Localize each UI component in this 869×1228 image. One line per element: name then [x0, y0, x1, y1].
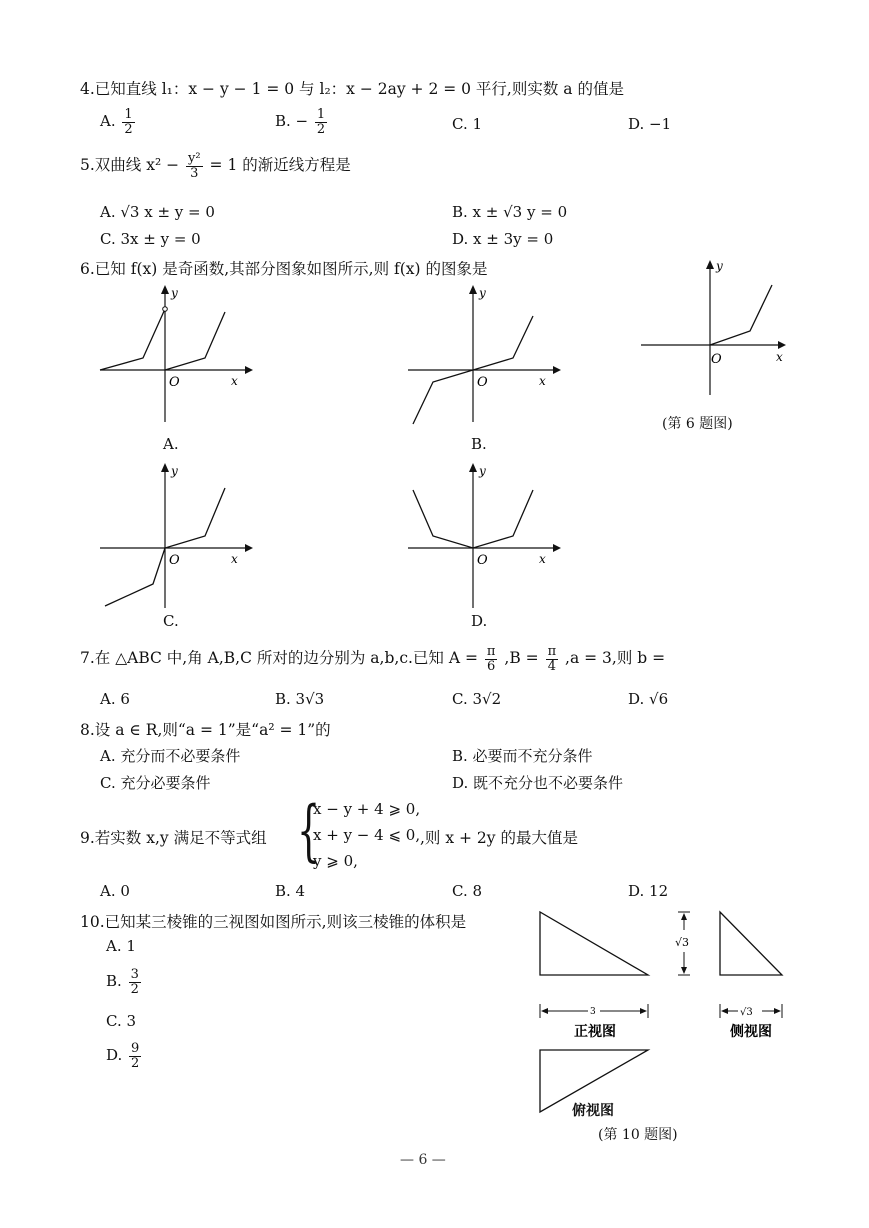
q6-label-a: A.	[163, 435, 179, 453]
svg-text:y: y	[171, 464, 178, 478]
q10-option-a: A. 1	[106, 937, 136, 955]
q9-line1: x − y + 4 ⩾ 0,	[313, 800, 421, 818]
q4-option-c: C. 1	[452, 115, 483, 133]
front-view-triangle	[540, 912, 648, 975]
q4-b-frac: $\frac{1}{2}$	[316, 107, 326, 137]
svg-text:O: O	[169, 375, 180, 390]
svg-text:3: 3	[590, 1007, 596, 1017]
q4-stem: 4.已知直线 l₁：x − y − 1 = 0 与 l₂：x − 2ay + 2 = 0 平行,则实数 a 的值是	[80, 80, 624, 98]
q6-reference-graph	[638, 255, 793, 400]
q5-option-c: C. 3x ± y = 0	[100, 230, 201, 248]
q6-graph-a	[95, 282, 255, 427]
q7-option-b: B. 3√3	[275, 690, 325, 708]
q10-option-b: B. $\frac{3}{2}$	[106, 967, 139, 997]
q4-option-d: D. −1	[628, 115, 672, 133]
q10-caption: (第 10 题图)	[598, 1127, 678, 1143]
svg-text:y: y	[171, 286, 178, 300]
q10-d-frac: $\frac{9}{2}$	[131, 1041, 140, 1071]
q10-three-views	[530, 900, 795, 1120]
q5-option-a: A. √3 x ± y = 0	[100, 203, 215, 221]
q9-stem-post: ,则 x + 2y 的最大值是	[420, 829, 578, 847]
side-view-triangle	[720, 912, 782, 975]
q9-option-a: A. 0	[100, 882, 130, 900]
svg-text:O: O	[169, 553, 180, 568]
svg-text:侧视图: 侧视图	[730, 1024, 772, 1040]
q8-option-d: D. 既不充分也不必要条件	[452, 774, 624, 792]
svg-text:O: O	[477, 375, 488, 390]
q4-a-frac: $\frac{1}{2}$	[124, 107, 133, 137]
q8-option-b: B. 必要而不充分条件	[452, 747, 593, 765]
svg-text:x: x	[539, 374, 546, 388]
q5-option-b: B. x ± √3 y = 0	[452, 203, 568, 221]
q4-a-label: A.	[100, 112, 116, 131]
page-number: — 6 —	[400, 1152, 446, 1168]
q6-stem: 6.已知 f(x) 是奇函数,其部分图象如图所示,则 f(x) 的图象是	[80, 260, 488, 278]
q6-label-d: D.	[471, 612, 488, 630]
q9-line3: y ⩾ 0,	[313, 852, 358, 870]
q5-frac: $\frac{\text{y²}}{3}$	[188, 151, 201, 181]
q7-option-c: C. 3√2	[452, 690, 502, 708]
svg-text:x: x	[231, 374, 238, 388]
q7-option-d: D. √6	[628, 690, 669, 708]
svg-text:√3: √3	[740, 1007, 753, 1018]
svg-text:x: x	[231, 552, 238, 566]
q8-stem: 8.设 a ∈ R,则“a = 1”是“a² = 1”的	[80, 721, 331, 739]
svg-text:y: y	[716, 259, 723, 273]
svg-text:y: y	[479, 464, 486, 478]
q9-option-d: D. 12	[628, 882, 669, 900]
q6-caption: (第 6 题图)	[662, 416, 733, 432]
q6-label-b: B.	[471, 435, 487, 453]
q10-b-frac: $\frac{3}{2}$	[130, 967, 139, 997]
q10-option-c: C. 3	[106, 1012, 137, 1030]
q9-stem-pre: 9.若实数 x,y 满足不等式组	[80, 829, 267, 847]
q9-option-c: C. 8	[452, 882, 483, 900]
q5-option-d: D. x ± 3y = 0	[452, 230, 554, 248]
q6-graph-c	[95, 460, 255, 610]
q4-option-b	[275, 108, 329, 136]
svg-text:O: O	[711, 352, 722, 367]
q7-frac-b: $\frac{\pi}{4}$	[547, 644, 557, 674]
q8-option-a: A. 充分而不必要条件	[100, 747, 241, 765]
q6-label-c: C.	[163, 612, 179, 630]
svg-text:x: x	[776, 350, 783, 364]
q7-frac-a: $\frac{\pi}{6}$	[486, 644, 496, 674]
q6-graph-b	[403, 282, 563, 427]
q4-option-a	[100, 108, 137, 136]
q10-option-d: D. $\frac{9}{2}$	[106, 1041, 140, 1071]
svg-text:正视图: 正视图	[574, 1024, 616, 1040]
q10-top-label: 俯视图	[572, 1103, 614, 1119]
q9-option-b: B. 4	[275, 882, 306, 900]
q7-stem: 7.在 △ABC 中,角 A,B,C 所对的边分别为 a,b,c.已知 A = $\frac{\pi}{6}$ ,B = $\frac{\pi}{4}$ ,a = 3,则 b =	[80, 644, 666, 674]
q7-option-a: A. 6	[100, 690, 130, 708]
q8-option-c: C. 充分必要条件	[100, 774, 211, 792]
q5-stem: 5.双曲线 x² − $\frac{\text{y²}}{3}$ = 1 的渐近线方程是	[80, 151, 351, 181]
svg-text:O: O	[477, 553, 488, 568]
q9-line2: x + y − 4 ⩽ 0,	[313, 826, 421, 844]
q10-stem: 10.已知某三棱锥的三视图如图所示,则该三棱锥的体积是	[80, 913, 467, 931]
q6-graph-d	[403, 460, 563, 610]
q9-brace: {	[297, 792, 321, 869]
svg-text:√3: √3	[675, 936, 690, 949]
svg-text:x: x	[539, 552, 546, 566]
svg-text:y: y	[479, 286, 486, 300]
q4-b-label: B. −	[275, 112, 309, 131]
